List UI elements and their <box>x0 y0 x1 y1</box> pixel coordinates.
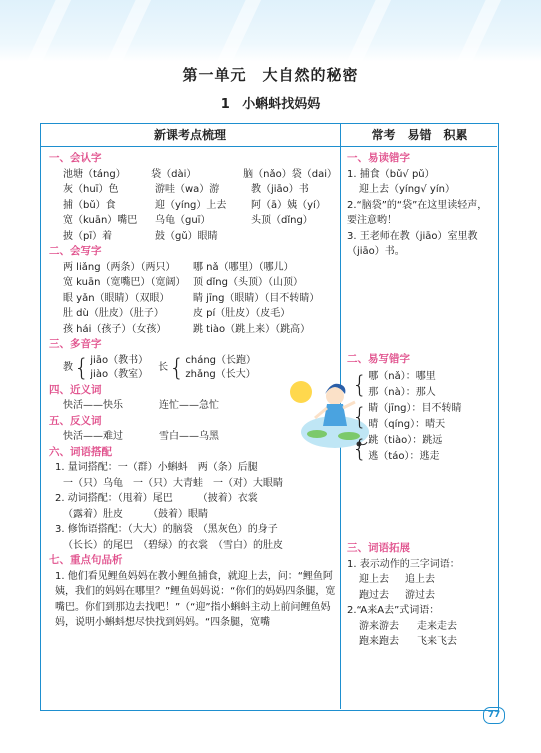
word: 宽（kuān）嘴巴 <box>63 215 138 226</box>
confusable-pair <box>351 433 495 465</box>
brace-icon: { <box>352 403 368 431</box>
word: 教（jiāo）书 <box>251 184 309 195</box>
note-item: 迎上去（yíng√ yín） <box>359 184 455 195</box>
word: 脑（nǎo）袋（dai） <box>243 168 337 180</box>
char-entry: 眼 yǎn（眼睛）（双眼） <box>63 292 170 304</box>
char-entry: 顶 dǐng（头顶）（山顶） <box>193 277 303 288</box>
note-item: 1. 捕食（bǔ√ pǔ） <box>347 168 435 180</box>
section-title: 五、反义词 <box>49 414 102 427</box>
section-title: 二、会写字 <box>49 245 102 257</box>
confusable-char: 逃（táo）：逃走 <box>368 451 440 462</box>
char-entry: 皮 pí（肚皮）（皮毛） <box>193 308 291 319</box>
word: 乌龟（guī） <box>155 215 211 226</box>
content-frame <box>40 123 499 711</box>
section-title: 三、多音字 <box>49 338 102 350</box>
brace-icon: { <box>352 371 368 399</box>
word: 捕（bǔ）食 <box>63 199 116 211</box>
word: 鼓（gǔ）眼睛 <box>155 230 218 242</box>
brace-icon: { <box>169 353 185 382</box>
reading: jiāo（教书） <box>90 354 149 366</box>
char-entry: 跳 tiào（跳上来）（跳高） <box>193 323 311 335</box>
word: 灰（huī）色 <box>63 184 119 195</box>
lesson-title <box>0 93 541 112</box>
section-title: 四、近义词 <box>49 383 102 396</box>
note-item: 2.“脑袋”的“袋”在这里读轻声，要注意哟！ <box>347 199 488 226</box>
word: 游哇（wa）游 <box>155 184 220 195</box>
lesson-number: 1 <box>220 97 230 112</box>
lesson-name: 小蝌蚪找妈妈 <box>242 97 321 112</box>
word: 头顶（dǐng） <box>251 215 313 226</box>
polyphone-group <box>63 353 148 383</box>
note-item: 1. 表示动作的三字词语： <box>347 558 460 570</box>
word: 阿（ā）姨（yí） <box>251 199 326 211</box>
section-title: 二、易写错字 <box>347 352 410 365</box>
collocation-line: 2. 动词搭配：（甩着）尾巴 （披着）衣裳 <box>55 493 258 504</box>
right-header: 常考 易错 积累 <box>371 128 468 142</box>
confusable-pair <box>351 369 495 401</box>
reading: jiào（教室） <box>90 368 149 380</box>
synonym-pair: 快活——快乐 <box>63 400 123 411</box>
expanded-word: 游来游去 <box>359 620 399 632</box>
expanded-word: 走来走去 <box>417 620 457 632</box>
collocation-line: 1. 量词搭配：一（群）小蝌蚪 两（条）后腿 <box>55 462 258 473</box>
header-divider <box>41 146 497 147</box>
collocation-line: 3. 修饰语搭配：（大大）的脑袋 （黑灰色）的身子 <box>55 524 278 535</box>
expanded-word: 游过去 <box>405 589 435 601</box>
left-header: 新课考点梳理 <box>153 128 226 142</box>
expanded-word: 飞来飞去 <box>417 636 457 647</box>
word: 池塘（táng） <box>63 168 126 180</box>
word: 披（pī）着 <box>63 230 113 242</box>
expanded-word: 跑来跑去 <box>359 636 399 647</box>
confusable-pair <box>351 401 495 433</box>
word: 袋（dài） <box>151 168 197 180</box>
char-entry: 肚 dù（肚皮）（肚子） <box>63 308 164 319</box>
unit-title: 第一单元 大自然的秘密 <box>182 66 359 84</box>
confusable-char: 哪（nǎ）：哪里 <box>368 371 436 382</box>
collocation-line: （露着）肚皮 （鼓着）眼睛 <box>63 508 208 520</box>
confusable-char: 晴（qíng）：晴天 <box>368 419 446 430</box>
top-banner <box>0 0 541 62</box>
reading: cháng（长跑） <box>185 354 257 366</box>
antonym-pair: 快活——难过 <box>63 431 123 442</box>
char-entry: 两 liǎng（两条）（两只） <box>63 261 176 273</box>
brace-icon: { <box>352 435 368 463</box>
sentence-analysis: 1. 他们看见鲤鱼妈妈在教小鲤鱼捕食，就迎上去，问：“鲤鱼阿姨，我们的妈妈在哪里？”鲤鱼妈妈说：“你们的妈妈四条腿，宽嘴巴。你们到那边去找吧！”（“迎”指小蝌蚪主动上前问鲤鱼妈妈，说明小蝌蚪想尽快找到妈妈。“四条腿，宽嘴 <box>55 570 336 628</box>
expanded-word: 迎上去 <box>359 574 389 585</box>
section-title: 一、易读错字 <box>347 152 410 164</box>
polyphone-group <box>158 353 256 383</box>
synonym-pair: 连忙——急忙 <box>159 400 219 411</box>
char-entry: 哪 nǎ（哪里）（哪儿） <box>193 261 294 273</box>
expanded-word: 追上去 <box>405 574 435 585</box>
section-title: 一、会认字 <box>49 152 102 164</box>
collocation-line: 一（只）乌龟 一（只）大青蛙 一（对）大眼睛 <box>63 477 283 489</box>
section-title: 三、词语拓展 <box>347 542 410 554</box>
char-entry: 宽 kuān（宽嘴巴）（宽阔） <box>63 277 186 288</box>
section-title: 六、词语搭配 <box>49 445 112 458</box>
confusable-char: 睛（jīng）：目不转睛 <box>368 403 462 414</box>
brace-icon: { <box>74 353 90 382</box>
note-item: 3. 王老师在教（jiāo）室里教（jiāo）书。 <box>347 230 478 257</box>
polyphone-char: 长 <box>158 361 169 373</box>
collocation-line: （长长）的尾巴 （碧绿）的衣裳 （雪白）的肚皮 <box>63 539 283 551</box>
polyphone-char: 教 <box>63 361 73 373</box>
word: 迎（yíng）上去 <box>155 199 227 211</box>
page-number: 77 <box>483 707 505 724</box>
confusable-char: 跳（tiào）：跳远 <box>368 435 443 446</box>
right-column <box>347 151 495 650</box>
reading: zhǎng（长大） <box>185 368 256 380</box>
char-entry: 孩 hái（孩子）（女孩） <box>63 323 167 335</box>
char-entry: 睛 jīng（眼睛）（目不转睛） <box>193 292 320 304</box>
confusable-char: 那（nà）：那人 <box>368 387 436 398</box>
expanded-word: 跑过去 <box>359 589 389 601</box>
section-title: 七、重点句品析 <box>49 554 123 566</box>
note-item: 2.“A来A去”式词语： <box>347 605 440 616</box>
antonym-pair: 雪白——乌黑 <box>159 431 219 442</box>
